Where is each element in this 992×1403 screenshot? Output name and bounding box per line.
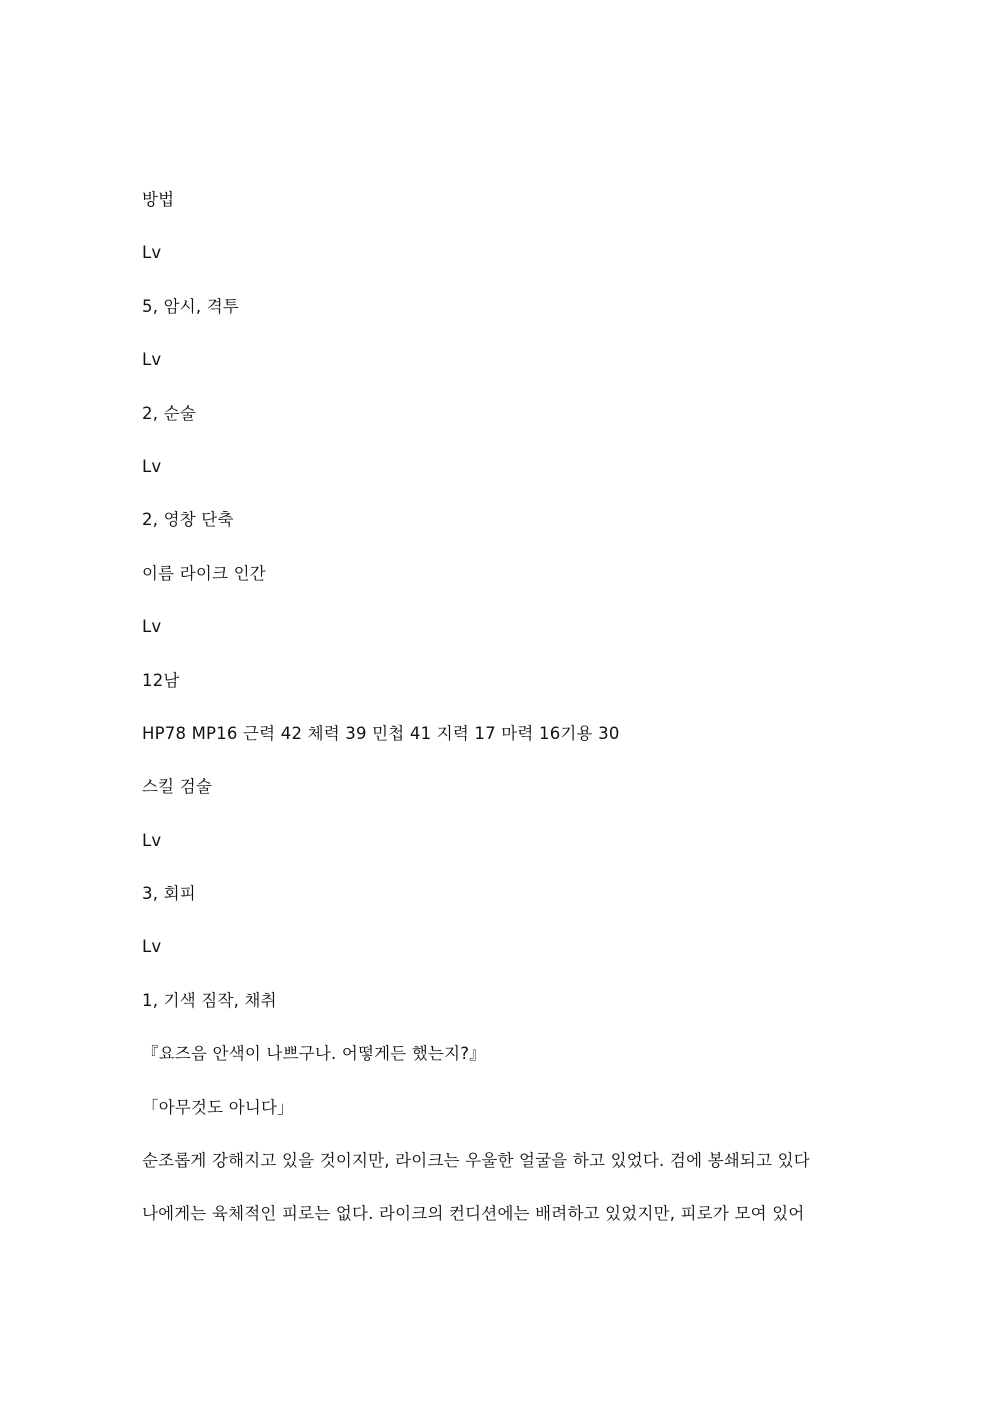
text-line: Lv [142,456,162,476]
text-line: Lv [142,350,162,370]
paragraph-line: 순조롭게 강해지고 있을 것이지만, 라이크는 우울한 얼굴을 하고 있었다. 검에 봉쇄되고 있다 [142,1151,810,1171]
text-line: 1, 기색 짐작, 채취 [142,990,277,1010]
paragraph-line: 나에게는 육체적인 피로는 없다. 라이크의 컨디션에는 배려하고 있었지만, 피로가 모여 있어 [142,1204,805,1224]
document-body [142,186,862,1254]
text-line: Lv [142,937,162,957]
text-line: Lv [142,243,162,263]
text-line: 2, 순술 [142,403,196,423]
dialogue-line: 「아무것도 아니다」 [142,1097,294,1117]
text-line: 12남 [142,670,180,690]
stats-line: HP78 MP16 근력 42 체력 39 민첩 41 지력 17 마력 16기용 30 [142,723,620,743]
text-line: 스킬 검술 [142,777,213,797]
text-line: 3, 회피 [142,884,196,904]
text-line: 이름 라이크 인간 [142,563,266,583]
text-line: Lv [142,830,162,850]
text-line: Lv [142,617,162,637]
text-line: 방법 [142,190,175,209]
dialogue-line: 『요즈음 안색이 나쁘구나. 어떻게든 했는지?』 [142,1044,486,1064]
text-line: 2, 영창 단축 [142,510,234,530]
text-line: 5, 암시, 격투 [142,296,240,316]
